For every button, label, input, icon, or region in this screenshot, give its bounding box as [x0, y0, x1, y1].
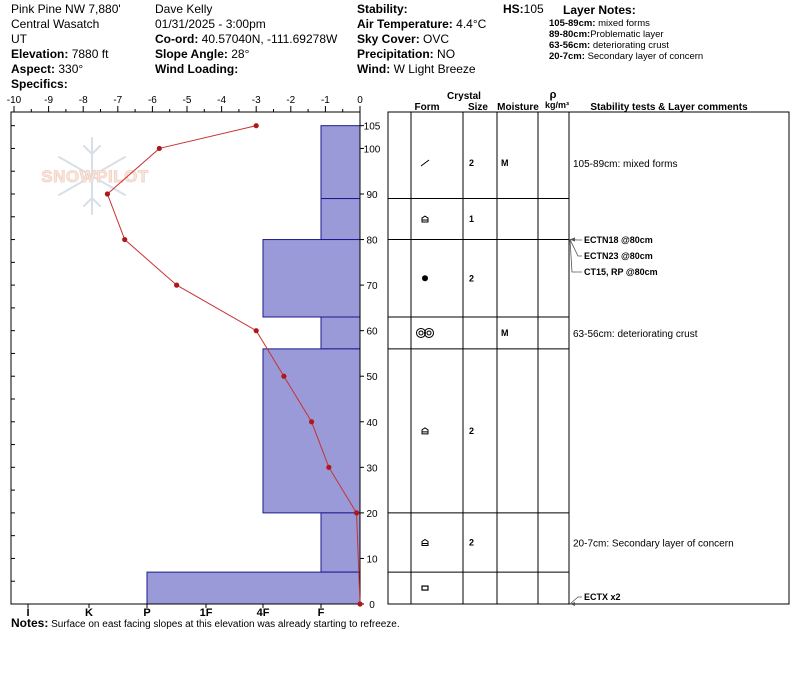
wind-field: Wind: W Light Breeze: [357, 62, 476, 76]
temperature-axis: [7, 95, 363, 112]
crust-inner-ring: [427, 331, 431, 335]
moisture-value: M: [501, 158, 509, 168]
hardness-bar: [321, 513, 360, 572]
air-temperature-field: Air Temperature: 4.4°C: [357, 17, 487, 31]
height-tick-label: 0: [369, 600, 375, 611]
hardness-tick-label: I: [26, 607, 30, 619]
layer-comment: 63-56cm: deteriorating crust: [573, 328, 698, 340]
coordinates-field: Co-ord: 40.57040N, -111.69278W: [155, 32, 338, 46]
stability-test-pointer: [570, 240, 582, 256]
notes-field: Notes: Surface on east facing slopes at this elevation was already starting to refreeze.: [11, 616, 400, 630]
temperature-tick-label: -5: [182, 95, 192, 106]
grain-size-value: 2: [469, 273, 475, 284]
temperature-tick-label: -4: [217, 95, 227, 106]
temperature-point: [354, 510, 359, 515]
melt-freeze-crust-icon: [417, 328, 434, 337]
hardness-tick-label: P: [143, 607, 151, 619]
depth-hoar-icon: [422, 586, 428, 590]
elevation-field: Elevation: 7880 ft: [11, 47, 109, 61]
wind-loading-field: Wind Loading:: [155, 62, 239, 76]
temperature-point: [281, 374, 286, 379]
temperature-point: [326, 465, 331, 470]
height-tick-label: 30: [366, 463, 378, 475]
slope-angle-field: Slope Angle: 28°: [155, 47, 250, 61]
location-name: Pink Pine NW 7,880': [11, 2, 121, 16]
height-tick-label: 70: [366, 281, 378, 293]
hardness-tick-label: F: [317, 607, 325, 619]
form-header: Form: [414, 102, 440, 113]
temperature-tick-label: 0: [357, 95, 363, 106]
aspect-field: Aspect: 330°: [11, 62, 84, 76]
mixed-forms-icon: [421, 160, 429, 166]
temperature-tick-label: -8: [78, 95, 88, 106]
grain-size-value: 2: [469, 425, 475, 436]
sky-cover-field: Sky Cover: OVC: [357, 32, 450, 46]
moisture-value: M: [501, 327, 509, 338]
layer-notes-title: Layer Notes:: [563, 3, 636, 17]
height-tick-label: 50: [366, 372, 378, 384]
hardness-bar: [147, 572, 360, 604]
faceted-crystal-icon: [422, 216, 428, 222]
height-tick-label: 20: [366, 508, 378, 520]
specifics-field: Specifics:: [11, 77, 68, 91]
stability-tests: [570, 235, 658, 606]
layer-note-item: 89-80cm:Problematic layer: [549, 29, 664, 40]
temperature-point: [122, 237, 127, 242]
size-header: Size: [467, 102, 489, 113]
grain-size-value: 1: [469, 214, 475, 225]
notes-text: Surface on east facing slopes at this elevation was already starting to refreeze.: [51, 619, 400, 630]
stability-field: Stability:: [357, 2, 408, 16]
hardness-bar: [263, 240, 360, 317]
hardness-bar: [321, 199, 360, 240]
stability-test-pointer: [570, 597, 582, 604]
snowpilot-watermark: [41, 138, 149, 214]
rounded-grain-icon: [422, 275, 428, 281]
height-tick-label: 10: [366, 554, 378, 566]
mountain-range: Central Wasatch: [11, 17, 100, 31]
height-tick-label: 90: [366, 190, 378, 201]
grain-form-icons: [417, 160, 434, 590]
observation-datetime: 01/31/2025 - 3:00pm: [155, 17, 266, 31]
crystal-header: Crystal: [447, 91, 481, 102]
stability-test-label: ECTN18 @80cm: [584, 235, 653, 245]
hardness-bar: [263, 349, 360, 513]
temperature-point: [357, 601, 362, 606]
temperature-tick-label: -10: [6, 95, 22, 106]
hardness-tick-label: 4F: [256, 607, 270, 619]
temperature-point: [174, 283, 179, 288]
hardness-tick-label: K: [85, 607, 93, 619]
precipitation-field: Precipitation: NO: [357, 47, 456, 61]
temperature-tick-label: -3: [251, 95, 261, 106]
height-tick-label: 40: [366, 417, 378, 429]
height-tick-label: 60: [366, 326, 378, 338]
height-tick-label: 80: [366, 235, 378, 247]
layer-note-item: 63-56cm: deteriorating crust: [549, 40, 669, 51]
stability-test-label: ECTN23 @80cm: [584, 251, 653, 261]
faceted-crystal-icon: [422, 428, 428, 434]
grain-size-value: 2: [469, 537, 475, 548]
hardness-bars: [147, 126, 360, 604]
snow-height-field: HS:105: [503, 2, 544, 16]
stability-test-label: CT15, RP @80cm: [584, 267, 658, 277]
density-unit: kg/m³: [544, 100, 570, 110]
temperature-point: [105, 191, 110, 196]
hardness-bar: [321, 126, 360, 199]
density-symbol: ρ: [549, 89, 557, 101]
grain-table-frame: [388, 112, 789, 604]
stability-test-arrowhead: [570, 602, 575, 606]
grain-rows: [388, 158, 734, 572]
hardness-tick-label: 1F: [199, 607, 213, 619]
observer-name: Dave Kelly: [155, 2, 213, 16]
watermark-text: SNOWPILOT: [41, 167, 149, 186]
crust-inner-ring: [419, 331, 423, 335]
layer-note-item: 20-7cm: Secondary layer of concern: [549, 51, 704, 62]
layer-comment: 20-7cm: Secondary layer of concern: [573, 538, 734, 550]
height-tick-label: 100: [363, 144, 381, 156]
state: UT: [11, 32, 27, 46]
temperature-tick-label: -6: [147, 95, 157, 106]
temperature-tick-label: -1: [320, 95, 330, 106]
layer-comment: 105-89cm: mixed forms: [573, 159, 678, 170]
temperature-tick-label: -2: [286, 95, 296, 106]
temperature-point: [254, 328, 259, 333]
grain-size-value: 2: [469, 158, 475, 168]
faceted-crystal-icon: [422, 540, 428, 546]
height-tick-label: 105: [363, 121, 381, 133]
comments-header: Stability tests & Layer comments: [590, 102, 748, 113]
hardness-bar: [321, 317, 360, 349]
layer-note-item: 105-89cm: mixed forms: [549, 18, 650, 29]
temperature-point: [309, 419, 314, 424]
temperature-tick-label: -9: [44, 95, 54, 106]
temperature-point: [157, 146, 162, 151]
temperature-point: [254, 123, 259, 128]
moisture-header: Moisture: [497, 102, 539, 113]
stability-test-label: ECTX x2: [584, 592, 621, 602]
temperature-tick-label: -7: [113, 95, 123, 106]
